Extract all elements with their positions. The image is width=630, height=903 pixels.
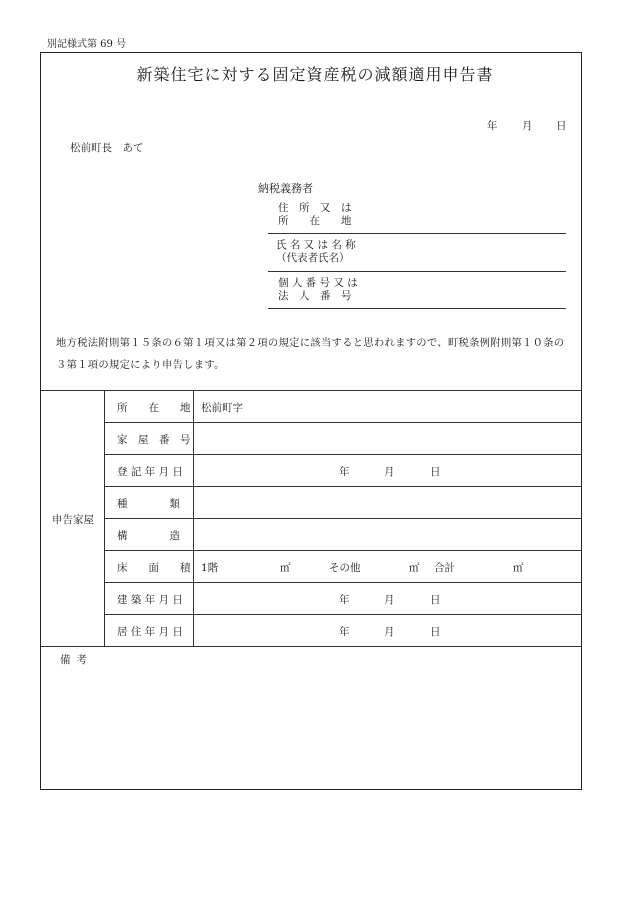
residence-date-label: 居 住 年 月 日 (117, 626, 183, 638)
number-field-line[interactable] (268, 308, 566, 309)
number-field-label: 個 人 番 号 又 は 法 人 番 号 (278, 277, 358, 302)
table-row-divider (104, 518, 581, 519)
construction-year: 年 (339, 594, 350, 606)
table-row-divider (104, 454, 581, 455)
table-bottom-border (41, 646, 581, 647)
form-frame (40, 52, 582, 790)
table-top-border (41, 390, 581, 391)
form-number: 別記様式第 69 号 (47, 39, 127, 50)
floor-area-label: 床 面 積 (117, 562, 191, 574)
table-column-divider (104, 390, 105, 646)
construction-day: 日 (430, 594, 441, 606)
other-floor-label: その他 (329, 562, 361, 574)
declared-house-label: 申告家屋 (52, 514, 94, 526)
first-floor-label: 1階 (201, 562, 219, 574)
residence-month: 月 (384, 626, 395, 638)
name-field-label: 氏 名 又 は 名 称 （代表者氏名） (276, 239, 356, 264)
taxpayer-heading: 納税義務者 (258, 182, 313, 195)
table-row-divider (104, 486, 581, 487)
house-number-label: 家 屋 番 号 (117, 434, 191, 446)
table-row-divider (104, 614, 581, 615)
other-floor-unit: ㎡ (409, 562, 420, 574)
addressee: 松前町長 あて (70, 142, 144, 154)
address-field-label: 住 所 又 は 所 在 地 (278, 202, 352, 227)
construction-date-label: 建 築 年 月 日 (117, 594, 183, 606)
table-row-divider (104, 422, 581, 423)
table-column-divider (193, 390, 194, 646)
date-day-label: 日 (556, 120, 567, 132)
location-label: 所 在 地 (117, 402, 191, 414)
date-month-label: 月 (522, 120, 533, 132)
first-floor-unit: ㎡ (280, 562, 291, 574)
total-area-unit: ㎡ (513, 562, 524, 574)
construction-month: 月 (384, 594, 395, 606)
table-row-divider (104, 582, 581, 583)
form-title: 新築住宅に対する固定資産税の減額適用申告書 (136, 65, 494, 84)
table-row-divider (104, 550, 581, 551)
residence-year: 年 (339, 626, 350, 638)
total-area-label: 合計 (434, 562, 455, 574)
registration-year: 年 (339, 466, 350, 478)
address-field-line[interactable] (268, 233, 566, 234)
registration-month: 月 (384, 466, 395, 478)
location-value[interactable]: 松前町字 (201, 402, 243, 414)
registration-day: 日 (430, 466, 441, 478)
registration-date-label: 登 記 年 月 日 (117, 466, 183, 478)
declaration-statement: 地方税法附則第１５条の６第１項又は第２項の規定に該当すると思われますので、町税条例附則第１０条の３第１項の規定により申告します。 (56, 337, 565, 371)
structure-label: 構 造 (117, 530, 180, 542)
residence-day: 日 (430, 626, 441, 638)
name-field-line[interactable] (268, 271, 566, 272)
remarks-label: 備考 (60, 654, 93, 666)
date-year-label: 年 (487, 120, 498, 132)
type-label: 種 類 (117, 498, 180, 510)
